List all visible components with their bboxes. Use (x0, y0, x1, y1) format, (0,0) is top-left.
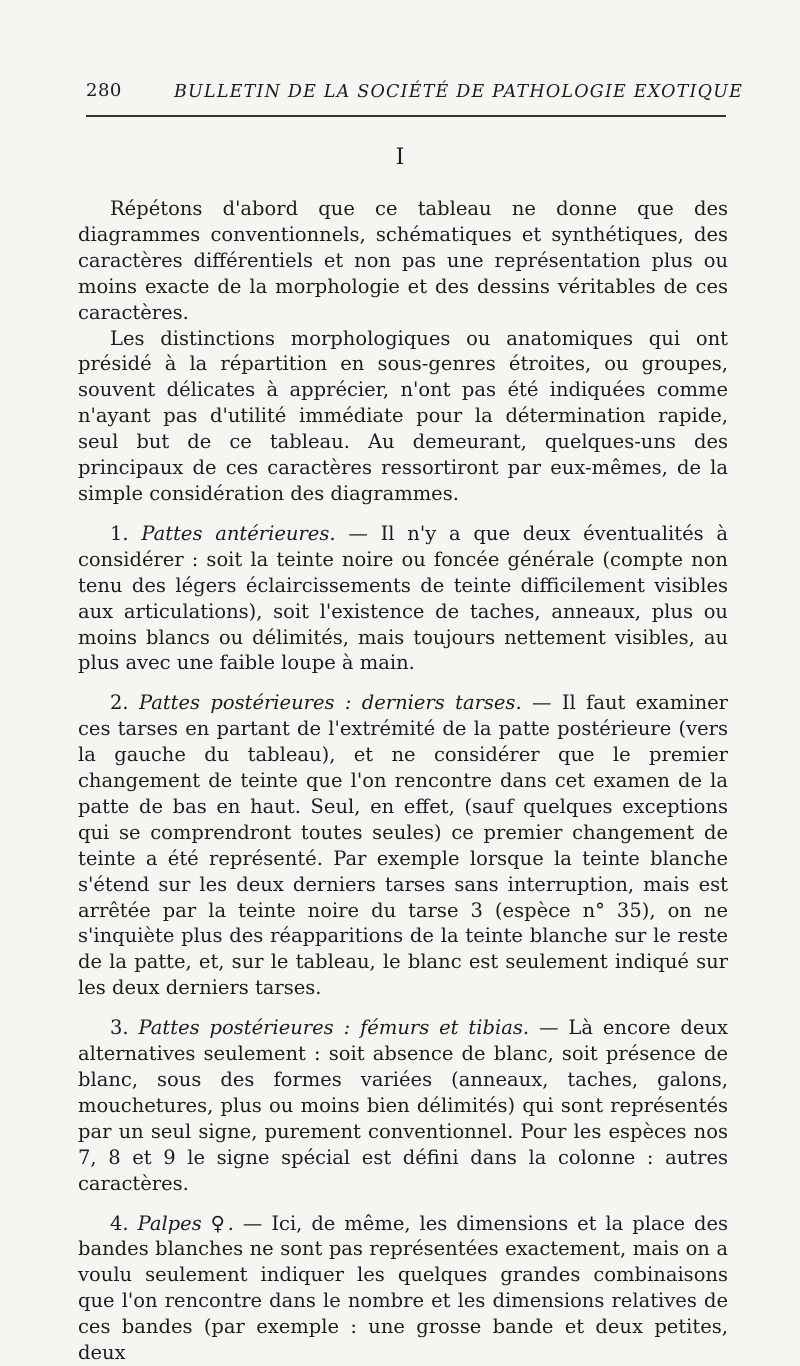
paragraph: Les distinctions morphologiques ou anatomiques qui ont présidé à la répartition en sous-genres étroites, ou groupes, souvent délicates à apprécier, n'ont pas été indiquées comme n'ayant pas d'utilité immédiate pour la détermination rapide, seul but de ce tableau. Au demeurant, quelques-uns des principaux de ces caractères ressortiront par eux-mêmes, de la simple considération des diagrammes. (78, 326, 728, 505)
item-number: 4. (110, 1211, 129, 1235)
item-title: Pattes antérieures. (141, 521, 336, 545)
item-title: Pattes postérieures : derniers tarses. (138, 691, 522, 715)
page-header (86, 70, 744, 120)
item-title: Palpes ♀. (137, 1211, 234, 1235)
item-number: 3. (110, 1016, 129, 1040)
running-title: BULLETIN DE LA SOCIÉTÉ DE PATHOLOGIE EXOTIQUE (174, 82, 744, 102)
item-number: 1. (110, 521, 129, 545)
paragraph-palpes (78, 1211, 728, 1366)
paragraph-pattes-anterieures (78, 521, 728, 676)
item-number: 2. (110, 691, 129, 715)
body-text (78, 196, 728, 1366)
item-text: — Il faut examiner ces tarses en partant de l'extrémité de la patte postérieure (vers la gauche du tableau), et ne considérer que le premier changement de teinte que l'on rencontre dans cet examen de la patte de bas en haut. Seul, en effet, (sauf quelques exceptions qui se comprendront toutes seules) ce premier changement de teinte a été représenté. Par exemple lorsque la teinte blanche s'étend sur les deux derniers tarses sans interruption, mais est arrêtée par la teinte noire du tarse 3 (espèce n° 35), on ne s'inquiète plus des réapparitions de la teinte blanche sur le reste de la patte, et, sur le tableau, le blanc est seulement indiqué sur les deux derniers tarses. (78, 691, 728, 1000)
paragraph-derniers-tarses (78, 690, 728, 1001)
header-rule (86, 115, 726, 117)
paragraph-femurs-tibias (78, 1015, 728, 1196)
paragraph: Répétons d'abord que ce tableau ne donne que des diagrammes conventionnels, schématiques et synthétiques, des caractères différentiels et non pas une représentation plus ou moins exacte de la morphologie et des dessins véritables de ces caractères. (78, 197, 728, 324)
item-text: — Il n'y a que deux éventualités à considérer : soit la teinte noire ou foncée générale (compte non tenu des légers éclaircissements de teinte difficilement visibles aux articulations), soit l'existence de taches, anneaux, plus ou moins blancs ou délimités, mais toujours nettement visibles, au plus avec une faible loupe à main. (78, 521, 729, 675)
item-text: — Là encore deux alternatives seulement : soit absence de blanc, soit présence de blanc, sous des formes variées (anneaux, taches, galons, mouchetures, plus ou moins bien délimités) qui sont représentés par un seul signe, purement conventionnel. Pour les espèces nos 7, 8 et 9 le signe spécial est défini dans la colonne : autres caractères. (78, 1016, 728, 1195)
item-title: Pattes postérieures : fémurs et tibias. (138, 1016, 530, 1040)
section-number: I (395, 145, 405, 170)
item-text: — Ici, de même, les dimensions et la place des bandes blanches ne sont pas représentées exactement, mais on a voulu seulement indiquer les quelques grandes combinaisons que l'on rencontre dans le nombre et les dimensions relatives de ces bandes (par exemple : une grosse bande et deux petites, deux (78, 1211, 729, 1365)
page-number: 280 (86, 80, 122, 101)
